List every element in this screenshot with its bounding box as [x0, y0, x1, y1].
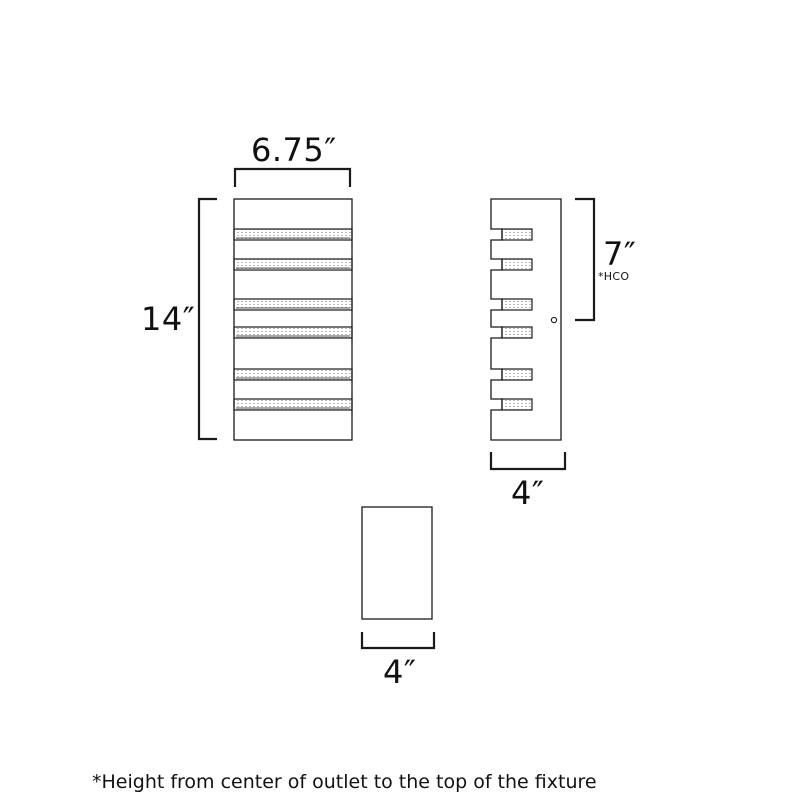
- hco-note-marker: *HCO: [598, 270, 630, 283]
- top-view-body: [362, 507, 432, 619]
- top-depth-bracket: [362, 632, 434, 648]
- front-width-label: 6.75″: [251, 131, 337, 169]
- side-slat-5: [502, 369, 532, 380]
- side-slat-2: [502, 259, 532, 270]
- footnote: *Height from center of outlet to the top of the fixture: [92, 771, 597, 793]
- side-depth-label: 4″: [511, 474, 545, 512]
- top-depth-label: 4″: [383, 653, 417, 691]
- side-slats: [502, 229, 532, 410]
- side-slat-4: [502, 327, 532, 338]
- hco-label: 7″: [603, 235, 637, 273]
- front-height-label: 14″: [141, 300, 196, 338]
- front-slats: [234, 229, 352, 410]
- side-slat-6: [502, 399, 532, 410]
- side-view: [491, 199, 561, 440]
- side-depth-bracket: [491, 452, 565, 469]
- front-width-bracket: [235, 169, 350, 187]
- front-height-bracket: [199, 199, 217, 439]
- side-slat-3: [502, 299, 532, 310]
- front-view: [234, 199, 352, 440]
- side-slat-1: [502, 229, 532, 240]
- mounting-screw-icon: [551, 317, 556, 322]
- hco-bracket: [575, 199, 594, 320]
